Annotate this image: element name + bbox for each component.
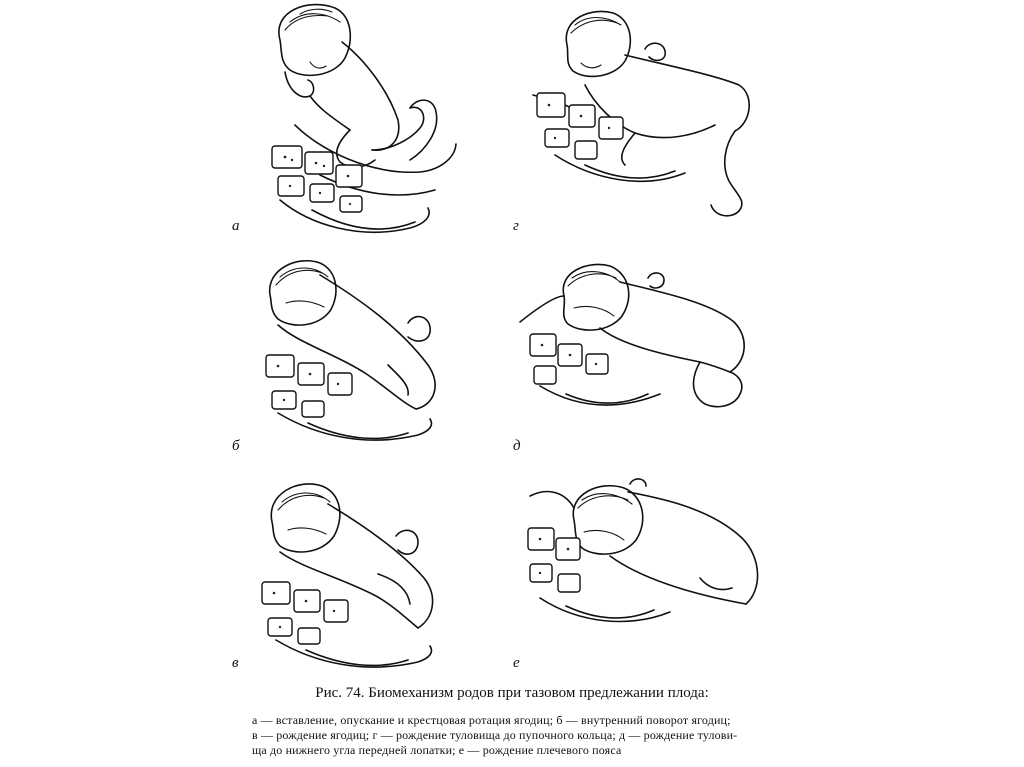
panel-label-g: г <box>513 218 519 234</box>
illustration-panel-a <box>250 0 470 250</box>
illustration-panel-b <box>258 255 458 455</box>
figure-caption-body <box>252 713 792 758</box>
caption-line: ща до нижнего угла передней лопатки; е — рождение плечевого пояса <box>252 743 622 757</box>
illustration-panel-e <box>510 478 780 648</box>
panel-label-b: б <box>232 438 240 454</box>
caption-line: а — вставление, опускание и крестцовая ротация ягодиц; б — внутренний поворот ягодиц; <box>252 713 731 727</box>
panel-label-a: а <box>232 218 240 234</box>
panel-label-v: в <box>232 655 239 671</box>
illustration-panel-d <box>510 262 770 432</box>
illustration-panel-g <box>525 5 775 230</box>
panel-label-d: д <box>513 438 521 454</box>
figure-caption-title: Рис. 74. Биомеханизм родов при тазовом предлежании плода: <box>315 685 709 701</box>
panel-label-e: е <box>513 655 520 671</box>
caption-line: в — рождение ягодиц; г — рождение туловища до пупочного кольца; д — рождение тулови- <box>252 728 738 742</box>
illustration-panel-v <box>258 478 458 678</box>
